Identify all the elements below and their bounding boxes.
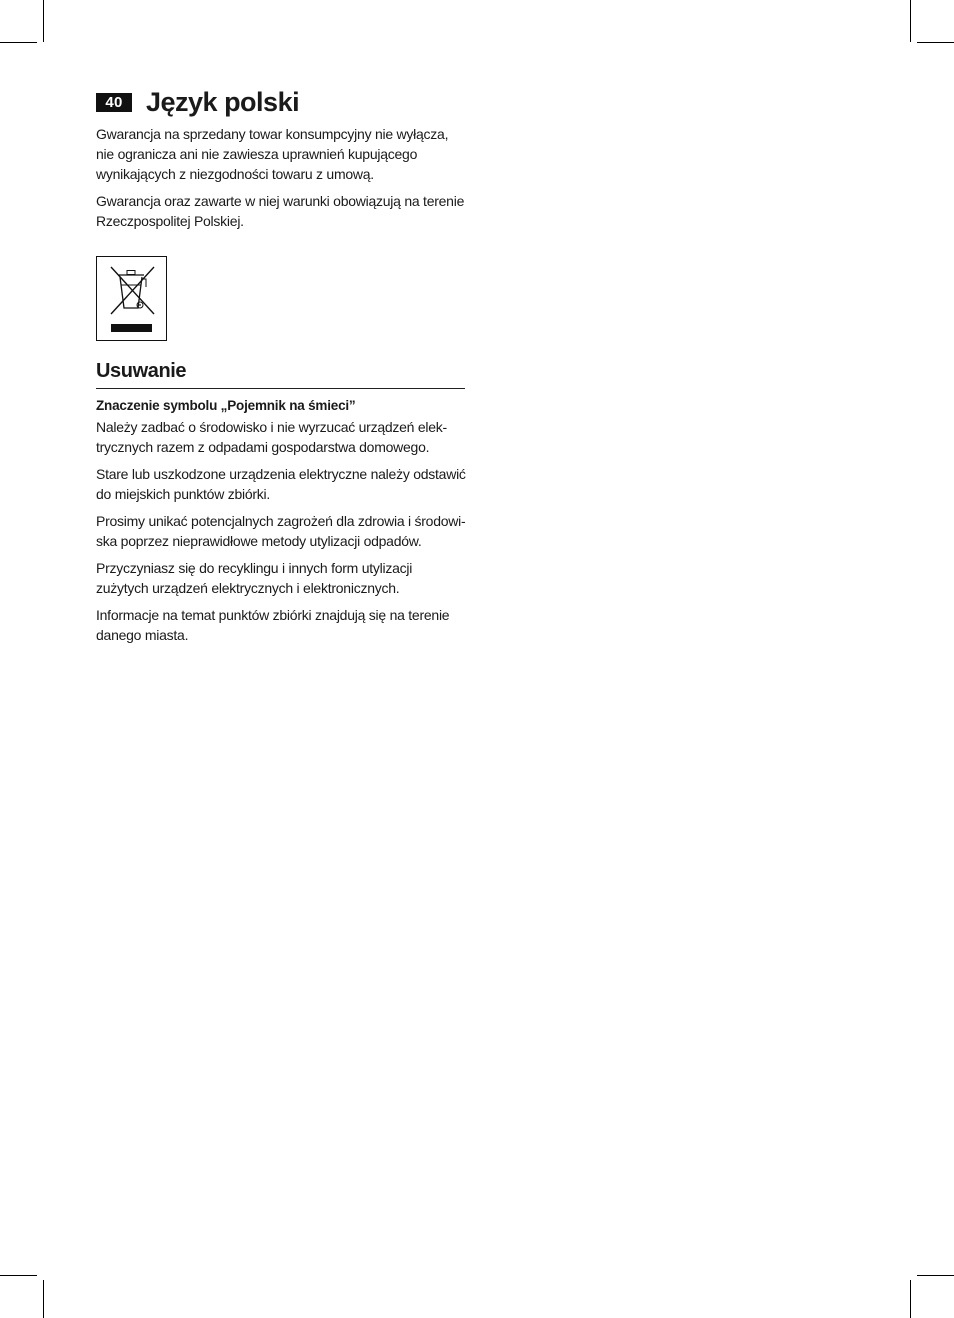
section-heading-disposal: Usuwanie — [96, 358, 465, 389]
disposal-paragraph: Informacje na temat punktów zbiórki znajdują się na terenie danego miasta. — [96, 607, 450, 643]
crop-mark-top-right-horizontal — [917, 42, 954, 43]
page-title: Język polski — [146, 86, 300, 117]
weee-crossed-out-bin-icon — [97, 257, 165, 339]
disposal-paragraph: Przyczyniasz się do recyklingu i innych form utylizacji zużytych urządzeń elektrycznych i elektronicznych. — [96, 560, 413, 596]
disposal-paragraph: Należy zadbać o środowisko i nie wyrzucać urządzeń elektrycznych razem z odpadami gospodarstwa domowego. — [96, 419, 448, 455]
warranty-paragraph: Gwarancja na sprzedany towar konsumpcyjny nie wyłącza, nie ogranicza ani nie zawiesza uprawnień kupującego wynikających z niezgodności towaru z umową. — [96, 126, 449, 182]
crop-mark-top-left-horizontal — [0, 42, 37, 43]
warranty-section — [96, 124, 466, 238]
crop-mark-bottom-left-vertical — [43, 1280, 44, 1318]
weee-symbol-box — [96, 256, 167, 341]
symbol-meaning-subheading: Znaczenie symbolu „Pojemnik na śmieci” — [96, 398, 356, 413]
page-header — [96, 86, 299, 118]
crop-mark-bottom-right-vertical — [910, 1280, 911, 1318]
crop-mark-bottom-left-horizontal — [0, 1275, 37, 1276]
crop-mark-top-right-vertical — [910, 0, 911, 42]
disposal-paragraph: Stare lub uszkodzone urządzenia elektryczne należy odstawić do miejskich punktów zbiórki. — [96, 466, 466, 502]
page-number-badge: 40 — [96, 93, 132, 112]
crop-mark-top-left-vertical — [43, 0, 44, 42]
warranty-paragraph: Gwarancja oraz zawarte w niej warunki obowiązują na terenie Rzeczpospolitej Polskiej. — [96, 193, 465, 229]
disposal-section — [96, 396, 466, 652]
disposal-paragraph: Prosimy unikać potencjalnych zagrożeń dla zdrowia i środowiska poprzez nieprawidłowe metody utylizacji odpadów. — [96, 513, 466, 549]
crop-mark-bottom-right-horizontal — [917, 1275, 954, 1276]
